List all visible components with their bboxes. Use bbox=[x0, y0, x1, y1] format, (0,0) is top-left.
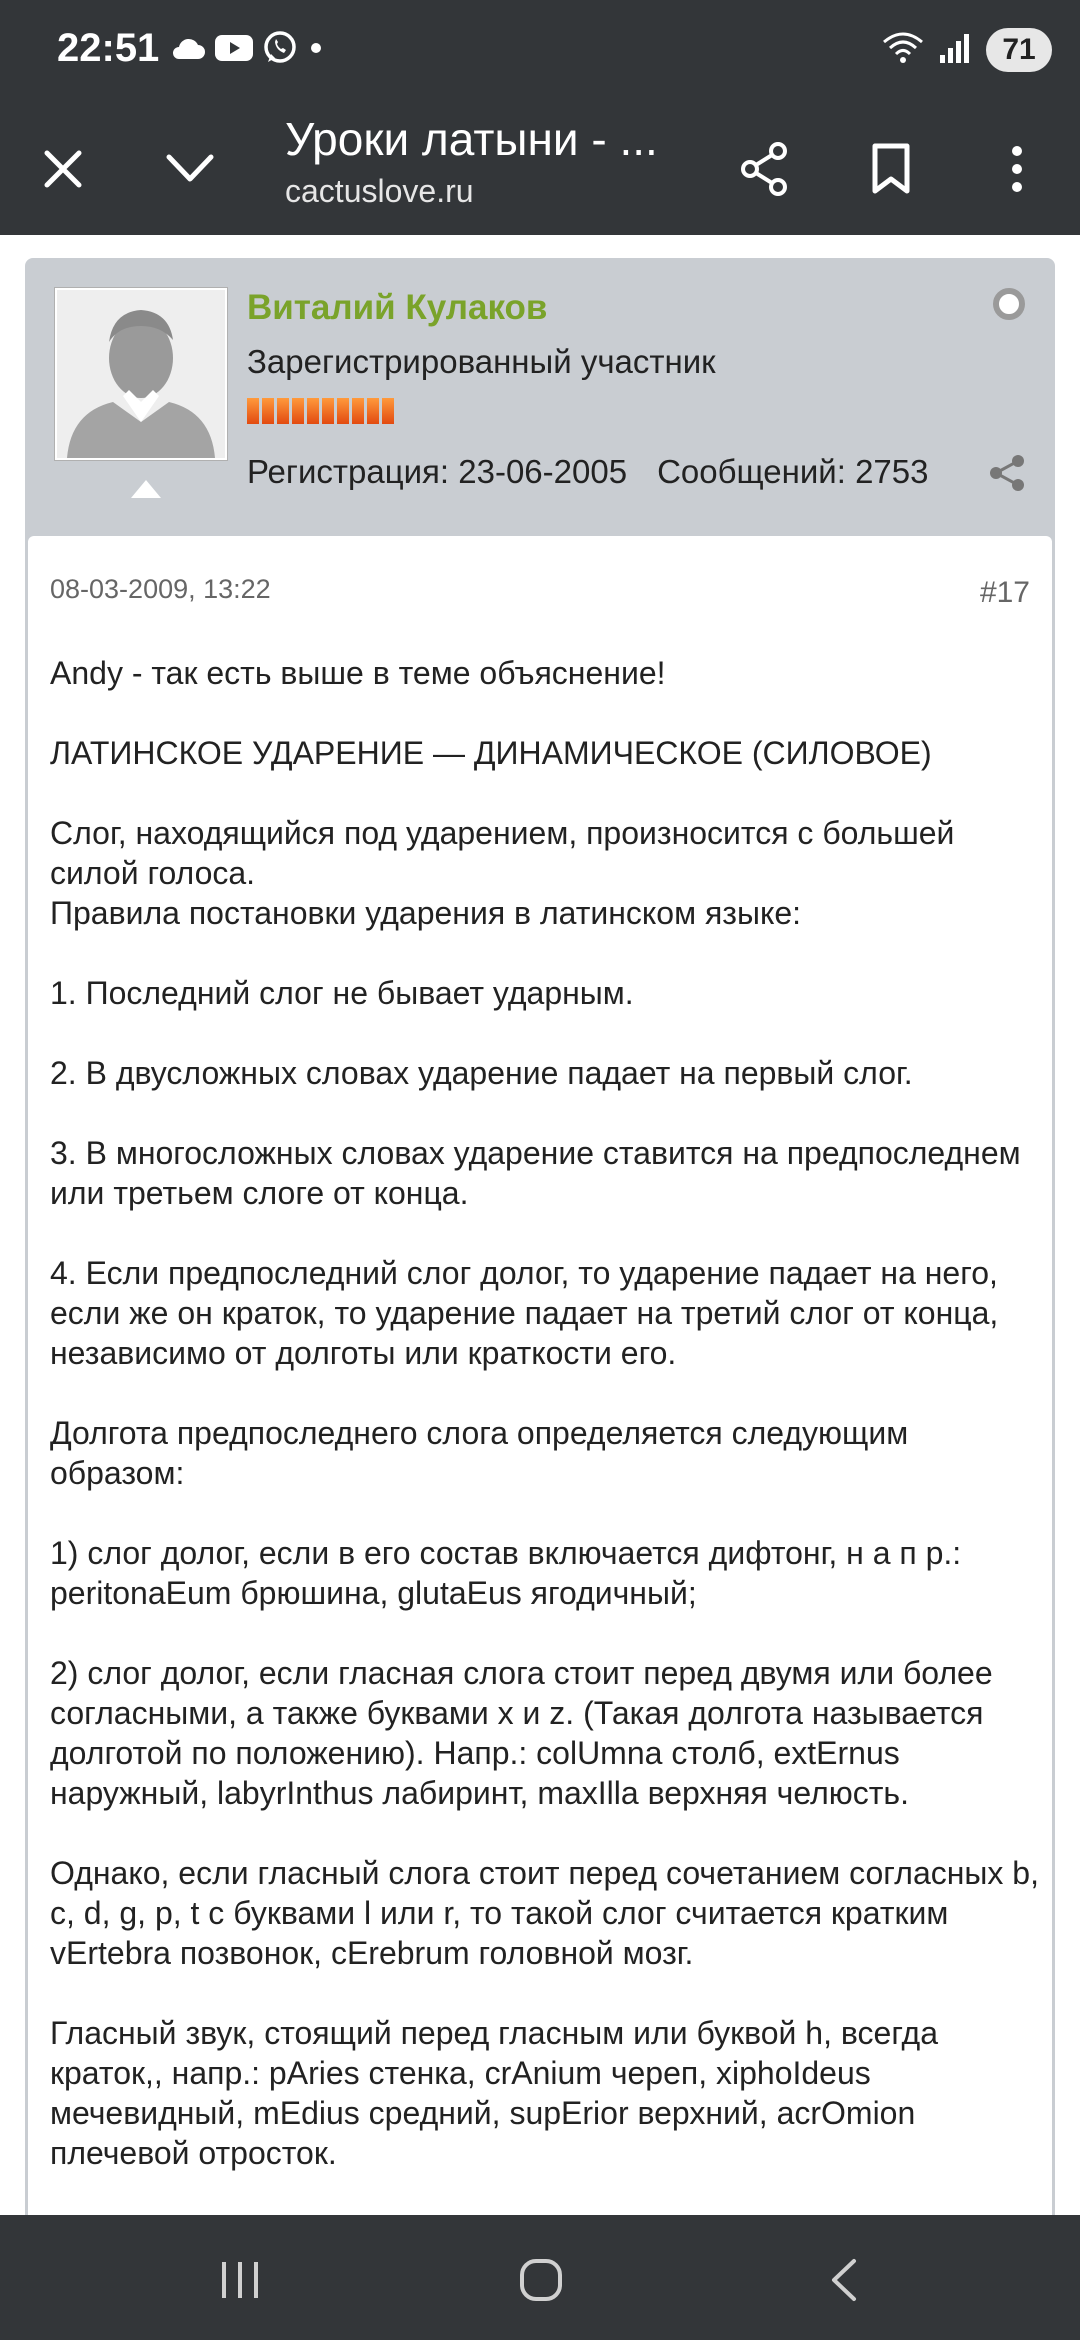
post-paragraph: 1) слог долог, если в его состав включается дифтонг, н а п р.: peritonaEum брюшина, glutaEus ягодичный; bbox=[50, 1535, 962, 1611]
page-content[interactable] bbox=[0, 235, 1080, 2215]
home-icon bbox=[518, 2257, 564, 2303]
youtube-icon bbox=[214, 33, 254, 68]
post-body bbox=[28, 536, 1052, 2215]
message-count: Сообщений: 2753 bbox=[657, 453, 929, 490]
rank-segment bbox=[307, 398, 319, 424]
post-paragraph: 2. В двусложных словах ударение падает на первый слог. bbox=[50, 1055, 913, 1091]
forum-post bbox=[25, 258, 1055, 2215]
post-paragraph: Гласный звук, стоящий перед гласным или буквой h, всегда краток,, напр.: pAries стенка, crAnium череп, xiphoIdeus мечевидный, mEdius средний, supErior верхний, acrOmion плечевой отросток. bbox=[50, 2015, 939, 2171]
post-paragraph: Andy - так есть выше в теме объяснение! bbox=[50, 655, 666, 691]
back-button[interactable] bbox=[808, 2245, 878, 2315]
page-url: cactuslove.ru bbox=[285, 173, 474, 209]
share-button[interactable] bbox=[728, 133, 800, 205]
more-options-button[interactable] bbox=[981, 133, 1053, 205]
author-name[interactable]: Виталий Кулаков bbox=[247, 288, 548, 327]
post-paragraph: 3. В многосложных словах ударение ставится на предпоследнем или третьем слоге от конца. bbox=[50, 1135, 1021, 1211]
post-paragraph: ЛАТИНСКОЕ УДАРЕНИЕ — ДИНАМИЧЕСКОЕ (СИЛОВОЕ) bbox=[50, 735, 932, 771]
recent-apps-icon bbox=[218, 2260, 262, 2300]
rank-segment bbox=[292, 398, 304, 424]
rank-segment bbox=[247, 398, 259, 424]
home-button[interactable] bbox=[506, 2245, 576, 2315]
battery-indicator: 71 bbox=[986, 28, 1052, 72]
post-text bbox=[50, 653, 1040, 2213]
share-icon bbox=[738, 141, 790, 197]
whatsapp-icon bbox=[262, 30, 298, 71]
bookmark-button[interactable] bbox=[855, 133, 927, 205]
rank-segment bbox=[262, 398, 274, 424]
rank-segment bbox=[367, 398, 379, 424]
registration-date: Регистрация: 23-06-2005 bbox=[247, 453, 628, 490]
post-paragraph: 4. Если предпоследний слог долог, то ударение падает на него, если же он краток, то ударение падает на третий слог от конца, независимо от долготы или краткости его. bbox=[50, 1255, 999, 1371]
wifi-icon bbox=[882, 30, 924, 71]
status-bar bbox=[0, 0, 1080, 105]
post-paragraph: 2) слог долог, если гласная слога стоит перед двумя или более согласными, а также буквами x и z. (Такая долгота называется долготой по положению). Напр.: colUmna столб, extErnus наружный, labyrInthus лабиринт, maxIlla верхняя челюсть. bbox=[50, 1655, 993, 1811]
cloud-icon bbox=[170, 35, 206, 66]
chevron-down-icon bbox=[165, 151, 215, 187]
page-title: Уроки латыни - ... bbox=[285, 113, 658, 165]
back-icon bbox=[826, 2257, 860, 2303]
close-tab-button[interactable] bbox=[27, 133, 99, 205]
rank-bar bbox=[247, 398, 394, 424]
post-date: 08-03-2009, 13:22 bbox=[50, 574, 271, 604]
more-vert-icon bbox=[1009, 143, 1025, 195]
post-paragraph: Долгота предпоследнего слога определяется следующим образом: bbox=[50, 1415, 909, 1491]
post-paragraph: Однако, если гласный слога стоит перед сочетанием согласных b, c, d, g, p, t c буквами l или r, то такой слог считается кратким vErtebra позвонок, cErebrum головной мозг. bbox=[50, 1855, 1039, 1971]
recent-apps-button[interactable] bbox=[205, 2245, 275, 2315]
post-paragraph: 1. Последний слог не бывает ударным. bbox=[50, 975, 634, 1011]
rank-segment bbox=[277, 398, 289, 424]
share-icon bbox=[987, 453, 1027, 493]
browser-toolbar bbox=[0, 105, 1080, 235]
minimize-button[interactable] bbox=[154, 133, 226, 205]
navigation-bar bbox=[0, 2215, 1080, 2340]
rank-segment bbox=[382, 398, 394, 424]
dot-icon bbox=[306, 38, 326, 63]
post-share-button[interactable] bbox=[987, 453, 1027, 498]
close-icon bbox=[41, 147, 85, 191]
avatar[interactable] bbox=[55, 288, 227, 460]
signal-icon bbox=[938, 31, 972, 70]
post-paragraph: Слог, находящийся под ударением, произносится с большей силой голоса. Правила постановки ударения в латинском языке: bbox=[50, 815, 955, 931]
post-number-link[interactable]: #17 bbox=[979, 576, 1030, 609]
status-time: 22:51 bbox=[57, 26, 160, 70]
notification-icons bbox=[170, 30, 326, 71]
online-status-indicator bbox=[993, 288, 1025, 320]
rank-segment bbox=[337, 398, 349, 424]
user-silhouette-icon bbox=[57, 290, 225, 458]
author-role: Зарегистрированный участник bbox=[247, 343, 716, 380]
author-meta bbox=[247, 453, 928, 491]
avatar-pointer bbox=[131, 480, 161, 498]
rank-segment bbox=[322, 398, 334, 424]
bookmark-icon bbox=[871, 143, 911, 195]
system-icons bbox=[882, 28, 1052, 72]
rank-segment bbox=[352, 398, 364, 424]
